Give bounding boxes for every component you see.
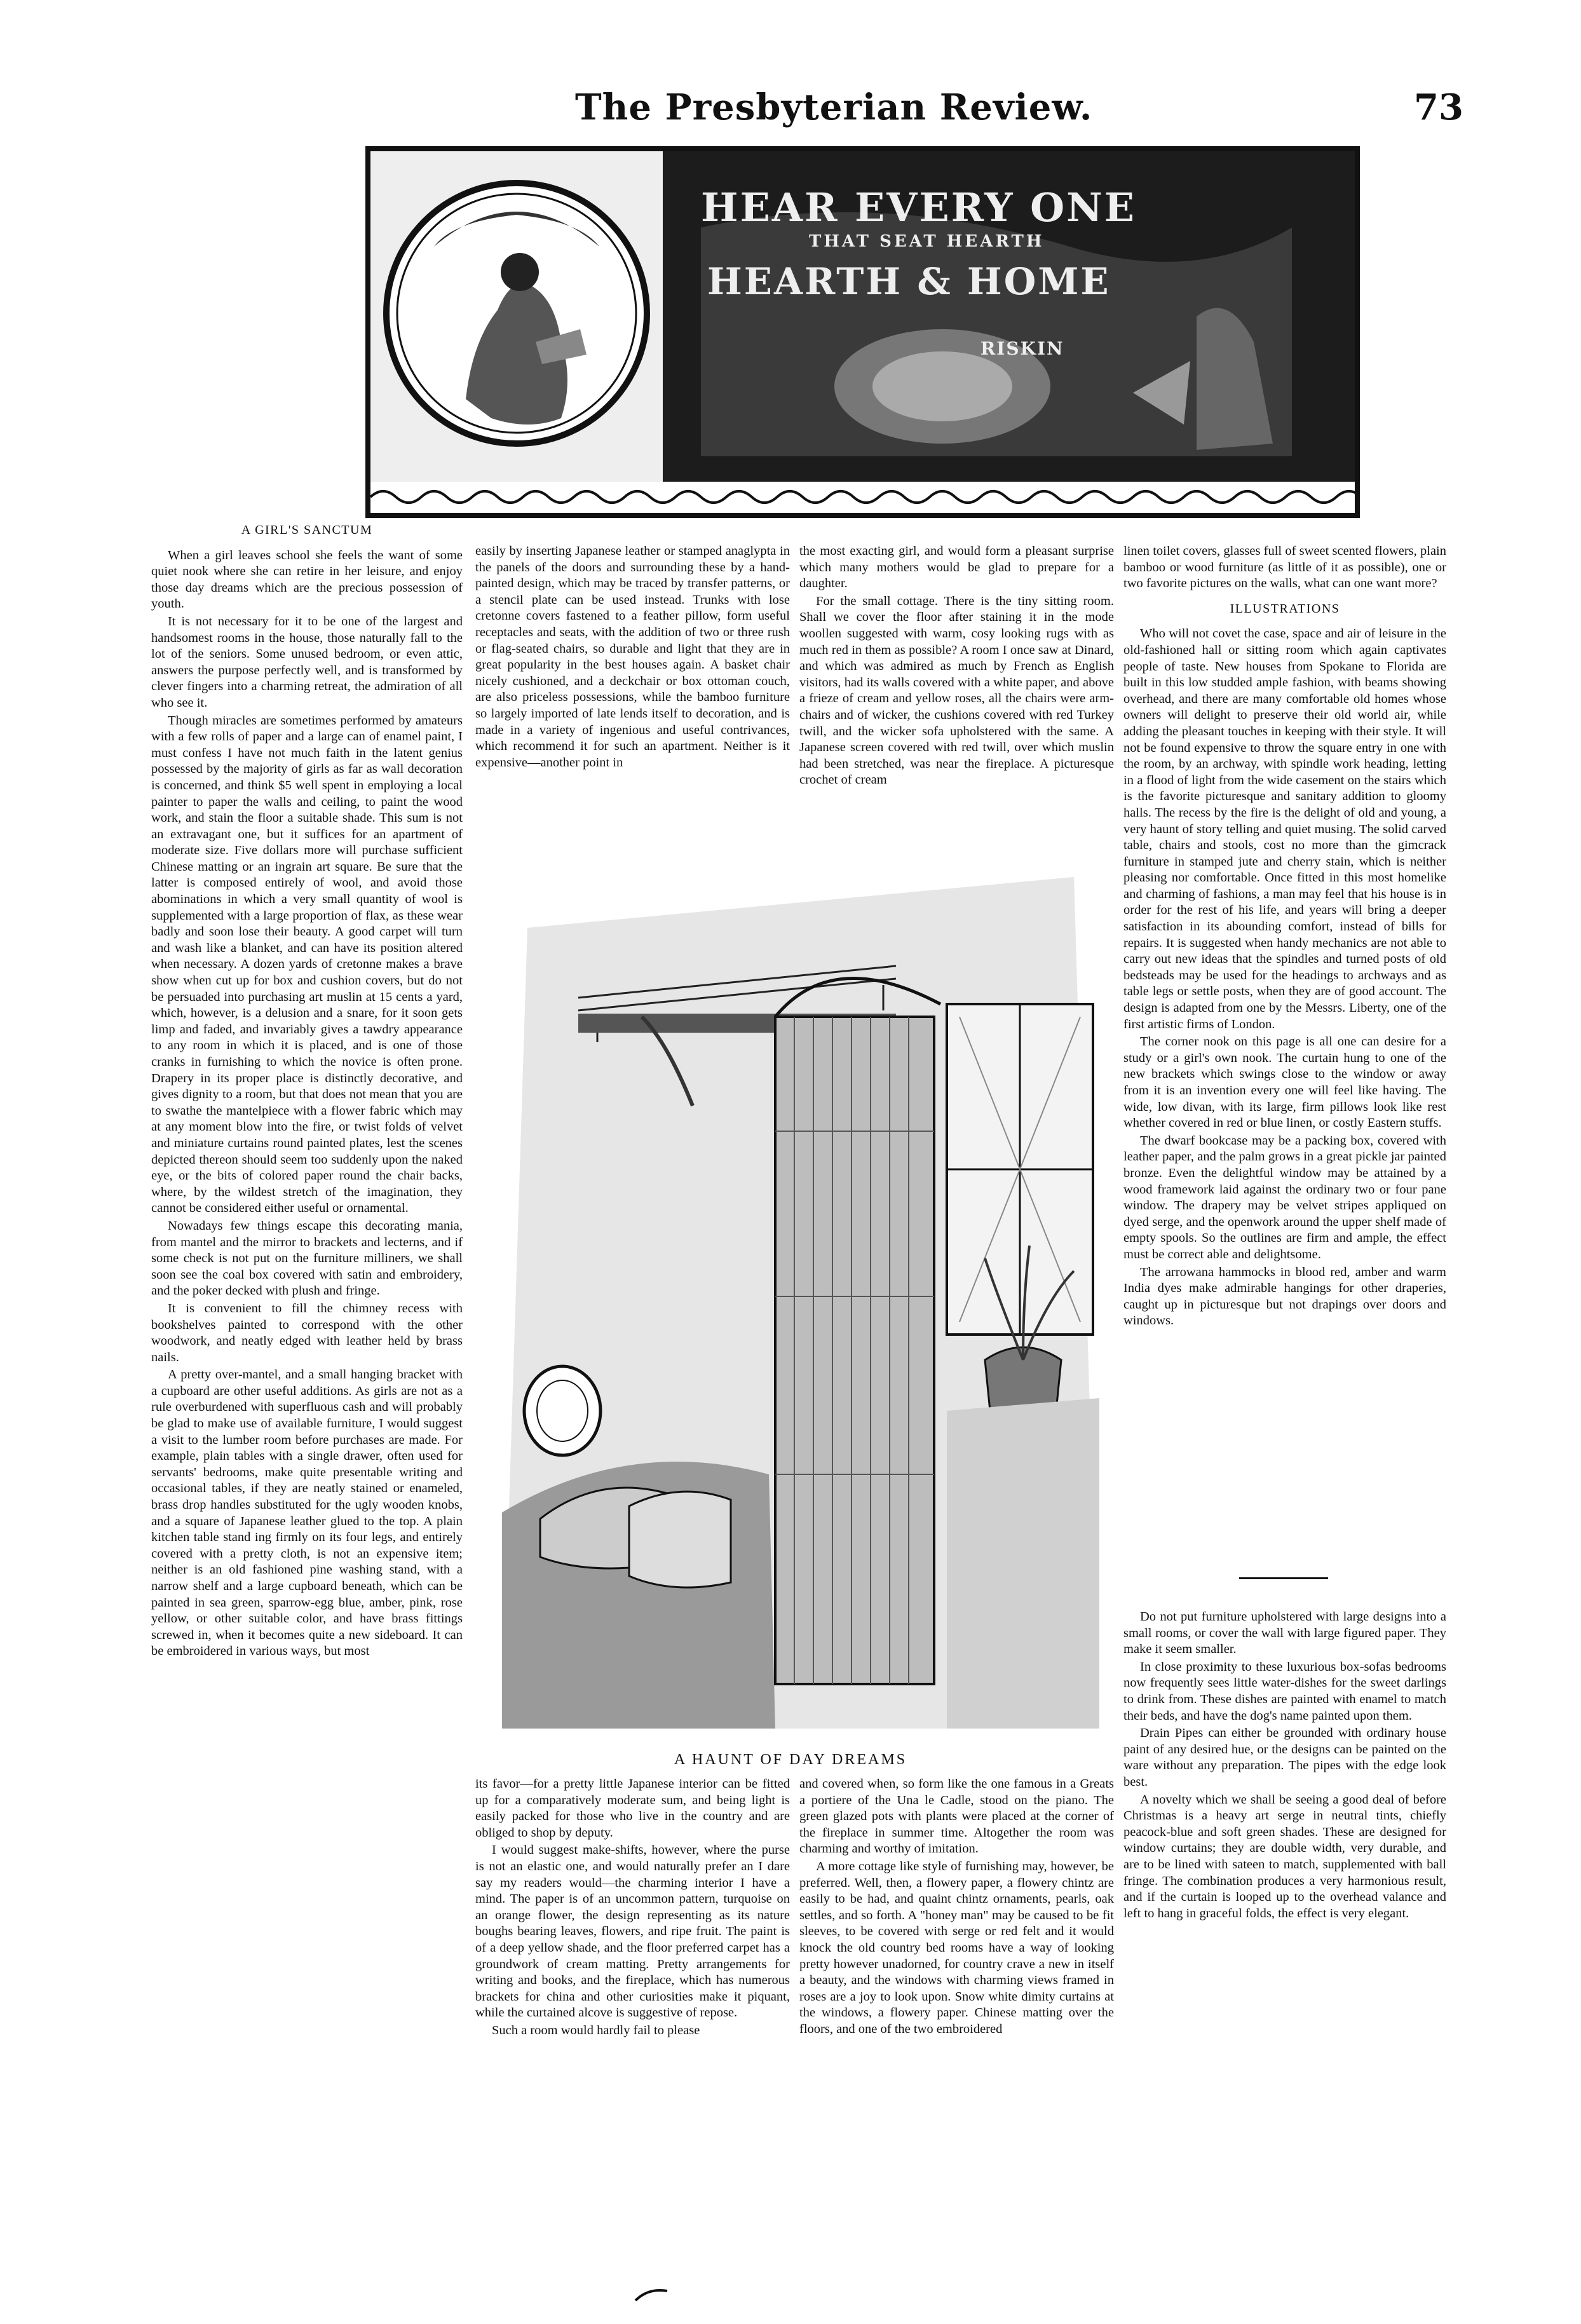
paragraph: A pretty over-mantel, and a small hanging bracket with a cupboard are other useful additions. As girls are not as a rule overburdened with superfluous cash and will probably be glad to make use of available furniture, I would suggest a visit to the lumber room before purchases are made. For example, plain tables with a single drawer, often used for servants' bedrooms, make quite presentable writing and occasional tables, if they are neatly stained or enameled, brass drop handles substituted for the ugly wooden knobs, and a square of Japanese leather glued to the top. A plain kitchen table stand ing firmly on its four legs, and entirely covered with a pretty cloth, is not an expensive item; neither is an old fashioned pine washing stand, with a narrow shelf and a large cupboard beneath, which can be painted in sea green, sparrow-egg blue, amber, pink, rose yellow, or other suitable color, and have brass fittings screwed in, when it becomes quite a new sideboard. It can be embroidered in various ways, but most (151, 1368, 463, 1659)
paragraph: the most exacting girl, and would form a pleasant surprise which many mothers would be glad to prepare for a daughter. (799, 544, 1114, 591)
paragraph: It is convenient to fill the chimney recess with bookshelves painted to correspond with the other woodwork, and neatly edged with leather held by brass nails. (151, 1301, 463, 1364)
paragraph: A novelty which we shall be seeing a good deal of before Christmas is a heavy art serge in neutral tints, chiefly peacock-blue and soft green shades. These are designed for window curtains; they are double width, very durable, and are to be lined with sateen to match, supplemented with ball fringe. The combination produces a very harmonious result, and if the curtain is looped up to the overhead valance and left to hang in graceful folds, the effect is very elegant. (1123, 1792, 1446, 1920)
paragraph: For the small cottage. There is the tiny sitting room. Shall we cover the floor after staining it in the mode woollen suggested with warm, cosy looking rugs with as much red in them as possible? A room I once saw at Dinard, and which was admired as much by French as English visitors, had its walls covered with a white paper, and above a frieze of cream and yellow roses, all the chairs were arm-chairs and of wicker, the cushions covered with red Turkey twill, and the wicker sofa upholstered with the same. A Japanese screen covered with red twill, over which muslin had been stretched, was near the fireplace. A picturesque crochet of cream (799, 594, 1114, 787)
banner-credit: RISKIN (980, 338, 1064, 359)
paragraph: The corner nook on this page is all one can desire for a study or a girl's own nook. The curtain hung to one of the new brackets which swings close to the window or away from it is an invention every one will feel like having. The wide, low divan, with its large, firm pillows look like rest whether covered in red or blue linen, or costly Eastern stuffs. (1123, 1035, 1446, 1131)
column-4-bottom (1123, 1609, 1446, 2168)
column-2-bottom (475, 1776, 790, 2170)
banner-artwork (370, 151, 1355, 513)
paragraph: linen toilet covers, glasses full of sweet scented flowers, plain bamboo or wood furniture (as little of it as possible), one or two favorite pictures on the walls, what can one want more? (1123, 544, 1446, 591)
paragraph: I would suggest make-shifts, however, where the purse is not an elastic one, and would naturally prefer an I dare say my readers would—the charming interior I have a mind. The paper is of an uncommon pattern, turquoise on an orange flower, the design representing as its nature boughs bearing leaves, flowers, and ripe fruit. The paint is of a deep yellow shade, and the floor preferred carpet has a groundwork of cream matting. Pretty arrangements for writing and books, and the fireplace, which has numerous brackets for china and other curiosities make it piquant, while the curtained alcove is suggestive of repose. (475, 1843, 790, 2020)
banner-illustration (365, 146, 1360, 518)
paragraph: easily by inserting Japanese leather or stamped anaglypta in the panels of the doors and surrounding these by a hand-painted design, which may be traced by transfer patterns, or a stencil plate can be used instead. Trunks with lose cretonne covers fastened to a feather pillow, form useful receptacles and seats, with the addition of two or three rush or flag-seated chairs, so durable and light that they are in great popularity in the best houses again. A basket chair nicely cushioned, and a deckchair or box ottoman couch, are also priceless possessions, while the bamboo furniture so largely imported of late lends itself to decoration, and is made in a variety of ingenious and useful contrivances, which recommend it for such an apartment. Neither is it expensive—another point in (475, 544, 790, 770)
paragraph: Drain Pipes can either be grounded with ordinary house paint of any desired hue, or the designs can be painted on the ware without any preparation. The pipes with the edge look best. (1123, 1726, 1446, 1789)
paragraph: A more cottage like style of furnishing may, however, be preferred. Well, then, a flowery paper, a flowery chintz are easily to be had, and quaint chintz ornaments, pearls, oak settles, and so forth. A "honey man" may be caused to be fit sleeves, to be covered with serge or red felt and it would knock the old country bed rooms have a way of looking pretty however unadorned, for country crave a new in itself a beauty, and the windows with charming views framed in roses are a joy to look upon. Snow white dimity curtains at the windows, a flowery paper. Chinese matting over the floors, and one of the two embroidered (799, 1859, 1114, 2036)
column-3-top (799, 543, 1114, 852)
paragraph: The arrowana hammocks in blood red, amber and warm India dyes make admirable hangings for other draperies, caught up in picturesque but not drapings over doors and windows. (1123, 1265, 1446, 1328)
running-head (0, 81, 1581, 132)
paragraph: It is not necessary for it to be one of the largest and handsomest rooms in the house, those naturally fall to the lot of the seniors. Some unused bedroom, or even attic, answers the purpose perfectly well, and is transformed by clever fingers into a charming retreat, the admiration of all who see it. (151, 614, 463, 710)
banner-line-3: HEARTH & HOME (707, 260, 1111, 303)
paragraph: Such a room would hardly fail to please (492, 2023, 700, 2037)
article-heading: A GIRL'S SANCTUM (241, 523, 373, 537)
paragraph: and covered when, so form like the one famous in a Greats a portiere of the Una le Cadle, stood on the piano. The green glazed pots with plants were placed at the corner of the fireplace in summer time. Altogether the room was charming and worthy of imitation. (799, 1777, 1114, 1856)
paragraph: The dwarf bookcase may be a packing box, covered with leather paper, and the palm grows in a great pickle jar painted bronze. Even the delightful window may be attained by a wood framework laid against the ordinary two or four pane window. The drapery may be velvet stripes appliqued on dyed serge, and the openwork around the upper shelf made of empty spools. So the outlines are firm and ample, the effect must be correct able and delightsome. (1123, 1133, 1446, 1261)
page-number: 73 (1414, 86, 1463, 128)
column-1 (151, 522, 463, 2162)
paragraph: Though miracles are sometimes performed by amateurs with a few rolls of paper and a large can of enamel paint, I must confess I have not much faith in the latent genius possessed by the majority of girls as far as wall decoration is concerned, and think $5 well spent in employing a local painter to paper the walls and ceiling, to paint the wood work, and stain the floor a suitable shade. This sum is not an extravagant one, but it suffices for an apartment of moderate size. Five dollars more will purchase sufficient Chinese matting or an ingrain art square. Be sure that the latter is composed entirely of wool, and avoid those abominations in which a very small quantity of wool is supplemented with a large proportion of flax, as these wear badly and soon lose their beauty. A good carpet will turn and wash like a blanket, and can have its position altered when necessary. A dozen yards of cretonne makes a brave show when cut up for box and cushion covers, but do not be persuaded into purchasing art muslin at 15 cents a yard, which, however, is a delusion and a snare, for it soon gets limp and faded, and invariably gives a tawdry appearance to any room in which it is placed, and is one of those cranks in furnishing to which the novice is often prone. Drapery in its proper place is distinctly decorative, and gives dignity to a room, but that does not mean that you are to swathe the mantelpiece with a flower fabric which may at any moment blow into the fire, or twist folds of velvet and miniature curtains round painted plates, lest the scenes depicted thereon should seem too suddenly upon the naked eye, or the bits of colored paper round the chair backs, where, by the wildest stretch of the imagination, they cannot be considered either useful or ornamental. (151, 713, 463, 1216)
journal-title: The Presbyterian Review. (575, 86, 1093, 128)
banner-line-2: THAT SEAT HEARTH (809, 232, 1045, 251)
section-rule (1239, 1577, 1328, 1579)
paragraph: In close proximity to these luxurious box-sofas bedrooms now frequently sees little water-dishes for the sweet darlings to drink from. These dishes are painted with enamel to match their beds, and have the dog's name painted upon them. (1123, 1659, 1446, 1723)
paragraph: Nowadays few things escape this decorating mania, from mantel and the mirror to brackets and lecterns, and if some check is not put on the furniture milliners, we shall soon see the coal box covered with satin and embroidery, and the poker decked with plush and fringe. (151, 1218, 463, 1298)
banner-line-1: HEAR EVERY ONE (701, 184, 1137, 231)
illustrations-heading: ILLUSTRATIONS (1230, 601, 1340, 616)
illustration-caption: A HAUNT OF DAY DREAMS (674, 1751, 907, 1768)
paragraph: Who will not covet the case, space and air of leisure in the old-fashioned hall or sitting room which again captivates people of taste. New houses from Spokane to Florida are built in this low studded ample fashion, with beams showing overhead, and there are many comfortable old homes whose owners will delight to preserve their old world air, while adding the pleasant touches in keeping with their style. It will not be found expensive to throw the square entry in one with the room, by an archway, with spindle work heading, letting in a flood of light from the wide casement on the stairs which is the favorite picturesque and sanitary addition to gloomy halls. The recess by the fire is the delight of old and young, a very haunt of story telling and quiet musing. The solid carved table, chairs and stools, cost no more than the gimcrack furniture in stamped jute and cherry stain, which is neither pleasing nor comfortable. Once fitted in this most homelike and charming of fashions, a man may feel that his house is in order for the rest of his life, and years will bring a deeper satisfaction in its abounding comfort, instead of bills for repairs. It is suggested when handy mechanics are not able to carry out new ideas that the spindles and turned posts of old bedsteads may be used for the headings to archways and as table legs or settle posts, when they are of good account. The design is adapted from one by the Messrs. Liberty, one of the first artistic firms of London. (1123, 627, 1446, 1031)
illustration-haunt-of-day-dreams (502, 852, 1112, 1735)
column-2-top (475, 543, 790, 852)
illustration-artwork (502, 852, 1112, 1735)
column-4-top (1123, 543, 1446, 1554)
paragraph: Do not put furniture upholstered with large designs into a small rooms, or cover the wall with large figured paper. They make it seem smaller. (1123, 1610, 1446, 1657)
paragraph: its favor—for a pretty little Japanese interior can be fitted up for a comparatively moderate sum, and being light is easily packed for those who live in the country and are obliged to shop by deputy. (475, 1777, 790, 1840)
column-3-bottom (799, 1776, 1114, 2170)
scan-mark (629, 2285, 705, 2304)
paragraph: When a girl leaves school she feels the want of some quiet nook where she can retire in her leisure, and enjoy those day dreams which are the precious possession of youth. (151, 548, 463, 611)
